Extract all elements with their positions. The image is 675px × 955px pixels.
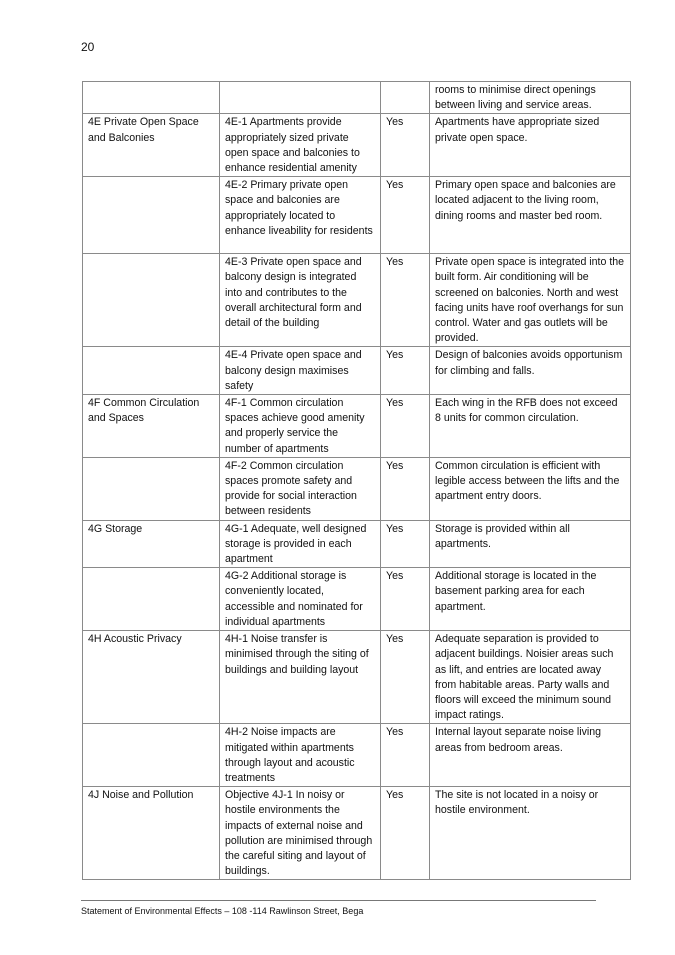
table-row <box>83 114 631 177</box>
comment-cell: rooms to minimise direct openings between living and service areas. <box>430 82 631 114</box>
objective-cell: 4F-1 Common circulation spaces achieve good amenity and properly service the number of apartments <box>220 395 381 458</box>
category-cell: 4J Noise and Pollution <box>83 787 220 880</box>
comment-cell: Internal layout separate noise living areas from bedroom areas. <box>430 724 631 787</box>
objective-cell: 4G-2 Additional storage is conveniently located, accessible and nominated for individual apartments <box>220 568 381 631</box>
table-row <box>83 631 631 724</box>
objective-cell: 4E-4 Private open space and balcony design maximises safety <box>220 347 381 395</box>
objective-cell: 4E-2 Primary private open space and balconies are appropriately located to enhance liveability for residents <box>220 177 381 254</box>
table-row <box>83 254 631 347</box>
complies-cell: Yes <box>381 787 430 880</box>
comment-cell: Common circulation is efficient with legible access between the lifts and the apartment entry doors. <box>430 457 631 520</box>
page-number: 20 <box>81 40 95 54</box>
comment-cell: Adequate separation is provided to adjacent buildings. Noisier areas such as lift, and entries are located away from habitable areas. Party walls and floors will exceed the minimum sound impact ratings. <box>430 631 631 724</box>
comment-cell: Primary open space and balconies are located adjacent to the living room, dining rooms and master bed room. <box>430 177 631 254</box>
table-row <box>83 457 631 520</box>
page-footer: Statement of Environmental Effects – 108 -114 Rawlinson Street, Bega <box>81 906 364 916</box>
objective-cell: 4G-1 Adequate, well designed storage is provided in each apartment <box>220 520 381 568</box>
complies-cell: Yes <box>381 395 430 458</box>
complies-cell: Yes <box>381 177 430 254</box>
table-row <box>83 568 631 631</box>
comment-cell: The site is not located in a noisy or hostile environment. <box>430 787 631 880</box>
compliance-table <box>82 81 631 880</box>
objective-cell: Objective 4J-1 In noisy or hostile environments the impacts of external noise and pollution are minimised through the careful siting and layout of buildings. <box>220 787 381 880</box>
objective-cell: 4H-2 Noise impacts are mitigated within apartments through layout and acoustic treatments <box>220 724 381 787</box>
comment-cell: Additional storage is located in the basement parking area for each apartment. <box>430 568 631 631</box>
complies-cell: Yes <box>381 520 430 568</box>
complies-cell: Yes <box>381 254 430 347</box>
category-cell <box>83 254 220 347</box>
category-cell: 4E Private Open Space and Balconies <box>83 114 220 177</box>
table-row <box>83 177 631 254</box>
footer-divider <box>81 900 596 901</box>
complies-cell: Yes <box>381 114 430 177</box>
objective-cell: 4F-2 Common circulation spaces promote safety and provide for social interaction between residents <box>220 457 381 520</box>
comment-cell: Storage is provided within all apartments. <box>430 520 631 568</box>
complies-cell: Yes <box>381 457 430 520</box>
complies-cell: Yes <box>381 631 430 724</box>
category-cell: 4G Storage <box>83 520 220 568</box>
table-row <box>83 82 631 114</box>
category-cell <box>83 457 220 520</box>
category-cell: 4F Common Circulation and Spaces <box>83 395 220 458</box>
comment-cell: Private open space is integrated into the built form. Air conditioning will be screened on balconies. North and west facing units have roof overhangs for sun control. Water and gas outlets will be provided. <box>430 254 631 347</box>
objective-cell: 4E-3 Private open space and balcony design is integrated into and contributes to the overall architectural form and detail of the building <box>220 254 381 347</box>
objective-cell: 4E-1 Apartments provide appropriately sized private open space and balconies to enhance residential amenity <box>220 114 381 177</box>
complies-cell: Yes <box>381 724 430 787</box>
category-cell <box>83 177 220 254</box>
table-row <box>83 724 631 787</box>
comment-cell: Each wing in the RFB does not exceed 8 units for common circulation. <box>430 395 631 458</box>
complies-cell: Yes <box>381 347 430 395</box>
complies-cell <box>381 82 430 114</box>
category-cell: 4H Acoustic Privacy <box>83 631 220 724</box>
table-row <box>83 787 631 880</box>
complies-cell: Yes <box>381 568 430 631</box>
category-cell <box>83 347 220 395</box>
comment-cell: Apartments have appropriate sized private open space. <box>430 114 631 177</box>
objective-cell: 4H-1 Noise transfer is minimised through the siting of buildings and building layout <box>220 631 381 724</box>
objective-cell <box>220 82 381 114</box>
table-row <box>83 395 631 458</box>
table-row <box>83 520 631 568</box>
comment-cell: Design of balconies avoids opportunism for climbing and falls. <box>430 347 631 395</box>
category-cell <box>83 568 220 631</box>
category-cell <box>83 82 220 114</box>
table-row <box>83 347 631 395</box>
category-cell <box>83 724 220 787</box>
